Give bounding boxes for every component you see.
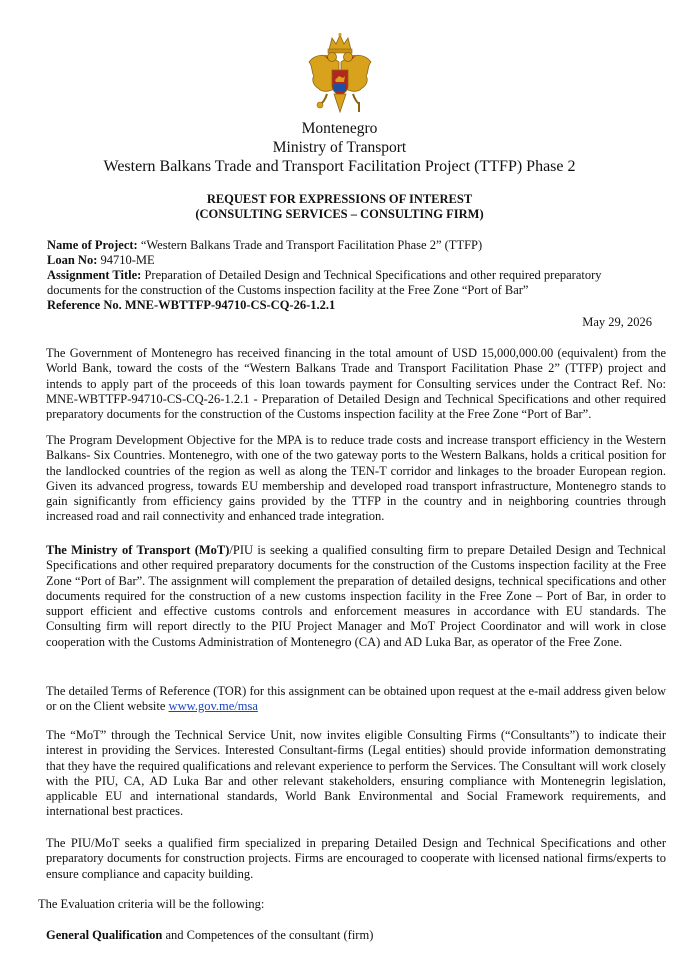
eagle-tail <box>334 94 346 112</box>
loan-number-value: 94710-ME <box>97 253 155 267</box>
client-website-link[interactable]: www.gov.me/msa <box>168 699 258 714</box>
evaluation-intro: The Evaluation criteria will be the following: <box>38 897 265 911</box>
request-title: REQUEST FOR EXPRESSIONS OF INTEREST <box>206 192 473 206</box>
shield-icon <box>332 70 348 96</box>
paragraph-objective: The Program Development Objective for the MPA is to reduce trade costs and increase transport efficiency in the Western Balkans- Six Countries. Montenegro, with one of the two gateway ports to the Western Balkans, holds a critical position for the landlocked countries of the region as well as along the TEN-T corridor and linkages to the broader European region. Given its advanced progress, towards EU membership and developed road transport infrastructure, Montenegro stands to gain significantly from efficiency gains provided by the TTFP in the country and in neighboring countries through increased road and rail connectivity and enhanced trade integration. <box>46 433 666 524</box>
crown-icon <box>328 33 352 53</box>
general-qualification: General Qualification and Competences of the consultant (firm) <box>46 928 374 942</box>
paragraph-qualified-firm: The PIU/MoT seeks a qualified firm specialized in preparing Detailed Design and Technical Specifications and other preparatory documents for construction projects. Firms are encouraged to cooperate with licensed national firms/experts to ensure compliance and capacity building. <box>46 836 666 881</box>
assignment-title-label: Assignment Title: <box>47 268 142 282</box>
country-name: Montenegro <box>301 120 378 137</box>
project-name-label: Name of Project: <box>47 238 138 252</box>
paragraph-financing: The Government of Montenegro has received financing in the total amount of USD 15,000,000.00 (equivalent) from the World Bank, toward the costs of the “Western Balkans Trade and Transport Facilitation Phase 2” (TTFP) project and intends to apply part of the proceeds of this loan towards payment for Consulting services under the Contract Ref. No: MNE-WBTTFP-94710-CS-CQ-26-1.2.1 - Preparation of Detailed Design and Technical Specifications and other required preparatory documents for the construction of the Customs inspection facility at the Free Zone “Port of Bar”. <box>46 346 666 422</box>
coat-of-arms-emblem <box>305 32 375 120</box>
project-title: Western Balkans Trade and Transport Facilitation Project (TTFP) Phase 2 <box>103 158 576 175</box>
paragraph-tor: The detailed Terms of Reference (TOR) for this assignment can be obtained upon request at the e-mail address given below or on the Client website www.gov.me/msa <box>46 684 666 714</box>
project-name-value: “Western Balkans Trade and Transport Facilitation Phase 2” (TTFP) <box>137 238 483 252</box>
assignment-title-value: Preparation of Detailed Design and Technical Specifications and other required preparatory documents for the construction of the Customs inspection facility at the Free Zone “Port of Bar” <box>47 268 602 297</box>
assignment-title-line <box>47 268 657 298</box>
loan-number-label: Loan No: <box>47 253 98 267</box>
reference-number: Reference No. MNE-WBTTFP-94710-CS-CQ-26-1.2.1 <box>47 298 336 312</box>
paragraph-invitation: The “MoT” through the Technical Service Unit, now invites eligible Consulting Firms (“Consultants”) to indicate their interest in providing the Services. Interested Consultant-firms (Legal entities) should provide information demonstrating that they have the required qualifications and relevant experience to perform the Services. The Consultant will work closely with the PIU, CA, AD Luka Bar and other relevant stakeholders, ensuring compliance with Montenegrin legislation, applicable EU and international standards, World Bank Environmental and Social Framework requirements, and international best practices. <box>46 728 666 819</box>
ministry-name: Ministry of Transport <box>272 139 407 156</box>
project-name-line <box>47 238 647 253</box>
paragraph-ministry: The Ministry of Transport (MoT)/PIU is seeking a qualified consulting firm to prepare Detailed Design and Technical Specifications and other required preparatory documents for the construction of the Customs inspection facility at the Free Zone “Port of Bar”. The assignment will complement the preparation of detailed designs, technical specifications and other documents required for the construction of a new customs inspection facility in the Free Zone – Port of Bar, in order to support efficient and effective customs controls and enforcement measures in accordance with EU standards. The Consulting firm will report directly to the PIU Project Manager and MoT Project Coordinator and will work in close cooperation with the Customs Administration of Montenegro (CA) and AD Luka Bar, as operator of the Free Zone. <box>46 543 666 649</box>
loan-number-line <box>47 253 647 268</box>
ministry-bold: The Ministry of Transport (MoT) <box>46 543 230 557</box>
request-subtitle: (CONSULTING SERVICES – CONSULTING FIRM) <box>195 207 484 221</box>
publication-date: May 29, 2026 <box>582 315 652 329</box>
